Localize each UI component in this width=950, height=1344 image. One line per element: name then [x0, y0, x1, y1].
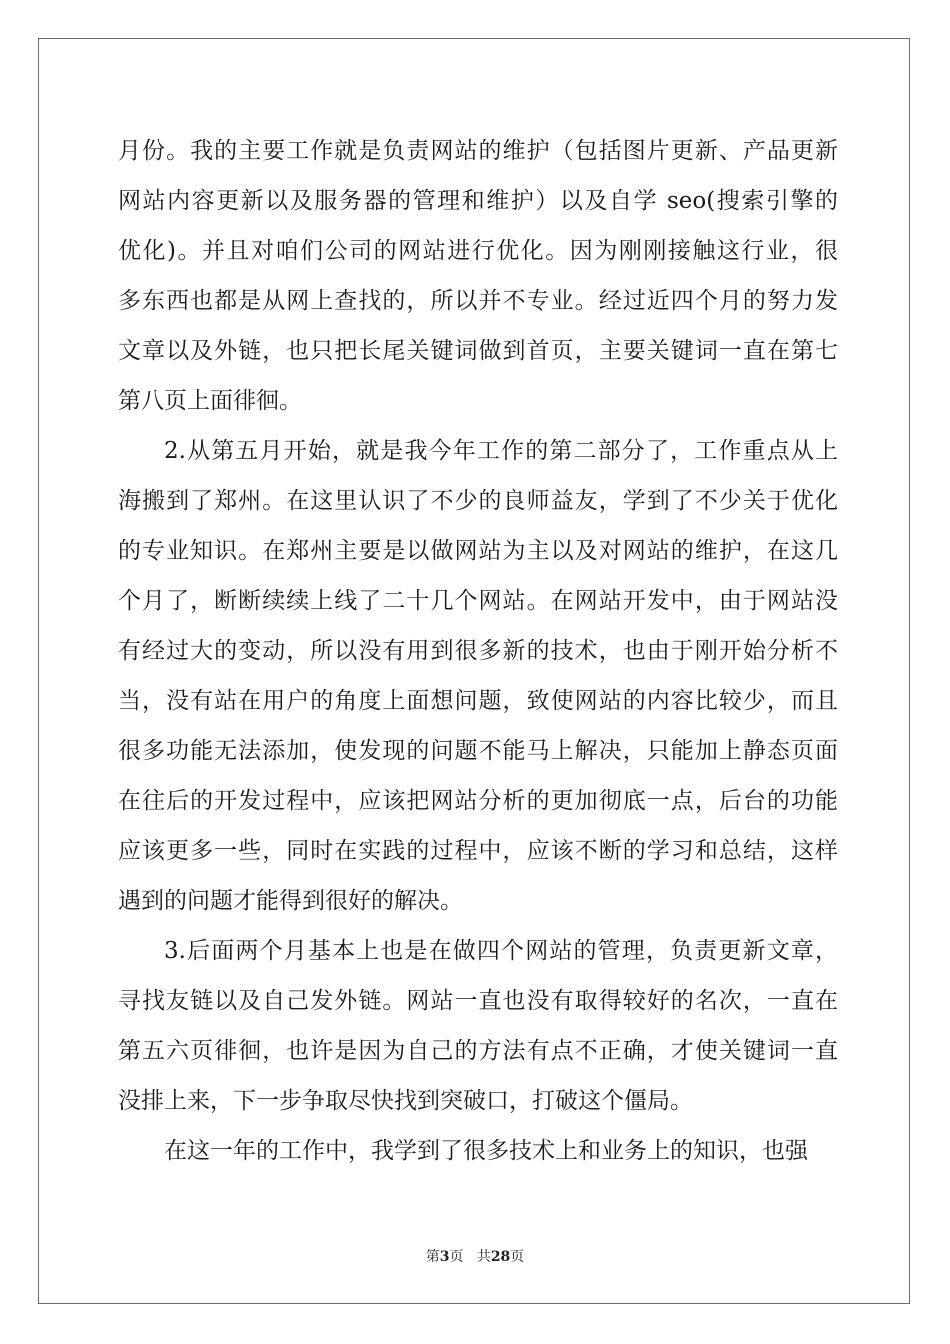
text-line: 有经过大的变动，所以没有用到很多新的技术，也由于刚开始分析不 — [118, 638, 838, 664]
text-line: 应该更多一些，同时在实践的过程中，应该不断的学习和总结，这样 — [118, 838, 838, 864]
text-line: 月份。我的主要工作就是负责网站的维护（包括图片更新、产品更新 — [118, 138, 838, 164]
text-line: 个月了，断断续续上线了二十几个网站。在网站开发中，由于网站没 — [118, 588, 838, 614]
text-line: 3.后面两个月基本上也是在做四个网站的管理，负责更新文章， — [164, 938, 838, 964]
footer-page-word: 页 — [449, 1249, 464, 1265]
text-line: 多东西也都是从网上查找的，所以并不专业。经过近四个月的努力发 — [118, 288, 838, 314]
text-line: 在往后的开发过程中，应该把网站分析的更加彻底一点，后台的功能 — [118, 788, 838, 814]
text-line: 在这一年的工作中，我学到了很多技术上和业务上的知识，也强 — [164, 1138, 808, 1164]
text-line: 2.从第五月开始，就是我今年工作的第二部分了，工作重点从上 — [164, 438, 838, 464]
text-line: 文章以及外链，也只把长尾关键词做到首页，主要关键词一直在第七 — [118, 338, 838, 364]
text-line: 没排上来，下一步争取尽快找到突破口，打破这个僵局。 — [118, 1088, 693, 1114]
document-body — [118, 126, 838, 1176]
text-line: 第五六页徘徊，也许是因为自己的方法有点不正确，才使关键词一直 — [118, 1038, 838, 1064]
text-line: 优化)。并且对咱们公司的网站进行优化。因为刚刚接触这行业，很 — [118, 238, 838, 264]
text-line: 的专业知识。在郑州主要是以做网站为主以及对网站的维护，在这几 — [118, 538, 838, 564]
total-pages-number: 28 — [490, 1249, 511, 1265]
current-page-number: 3 — [439, 1249, 450, 1265]
footer-total-suffix: 页 — [510, 1249, 525, 1265]
text-line: 很多功能无法添加，使发现的问题不能马上解决，只能加上静态页面 — [118, 738, 838, 764]
text-line: 网站内容更新以及服务器的管理和维护）以及自学 seo(搜索引擎的 — [118, 188, 838, 214]
page-footer — [0, 1246, 950, 1266]
text-line: 寻找友链以及自己发外链。网站一直也没有取得较好的名次，一直在 — [118, 988, 838, 1014]
text-line: 海搬到了郑州。在这里认识了不少的良师益友，学到了不少关于优化 — [118, 488, 838, 514]
footer-total-prefix: 共 — [476, 1249, 491, 1265]
text-line: 遇到的问题才能得到很好的解决。 — [118, 888, 463, 914]
footer-prefix: 第 — [425, 1249, 440, 1265]
text-line: 当，没有站在用户的角度上面想问题，致使网站的内容比较少，而且 — [118, 688, 838, 714]
text-line: 第八页上面徘徊。 — [118, 388, 302, 414]
